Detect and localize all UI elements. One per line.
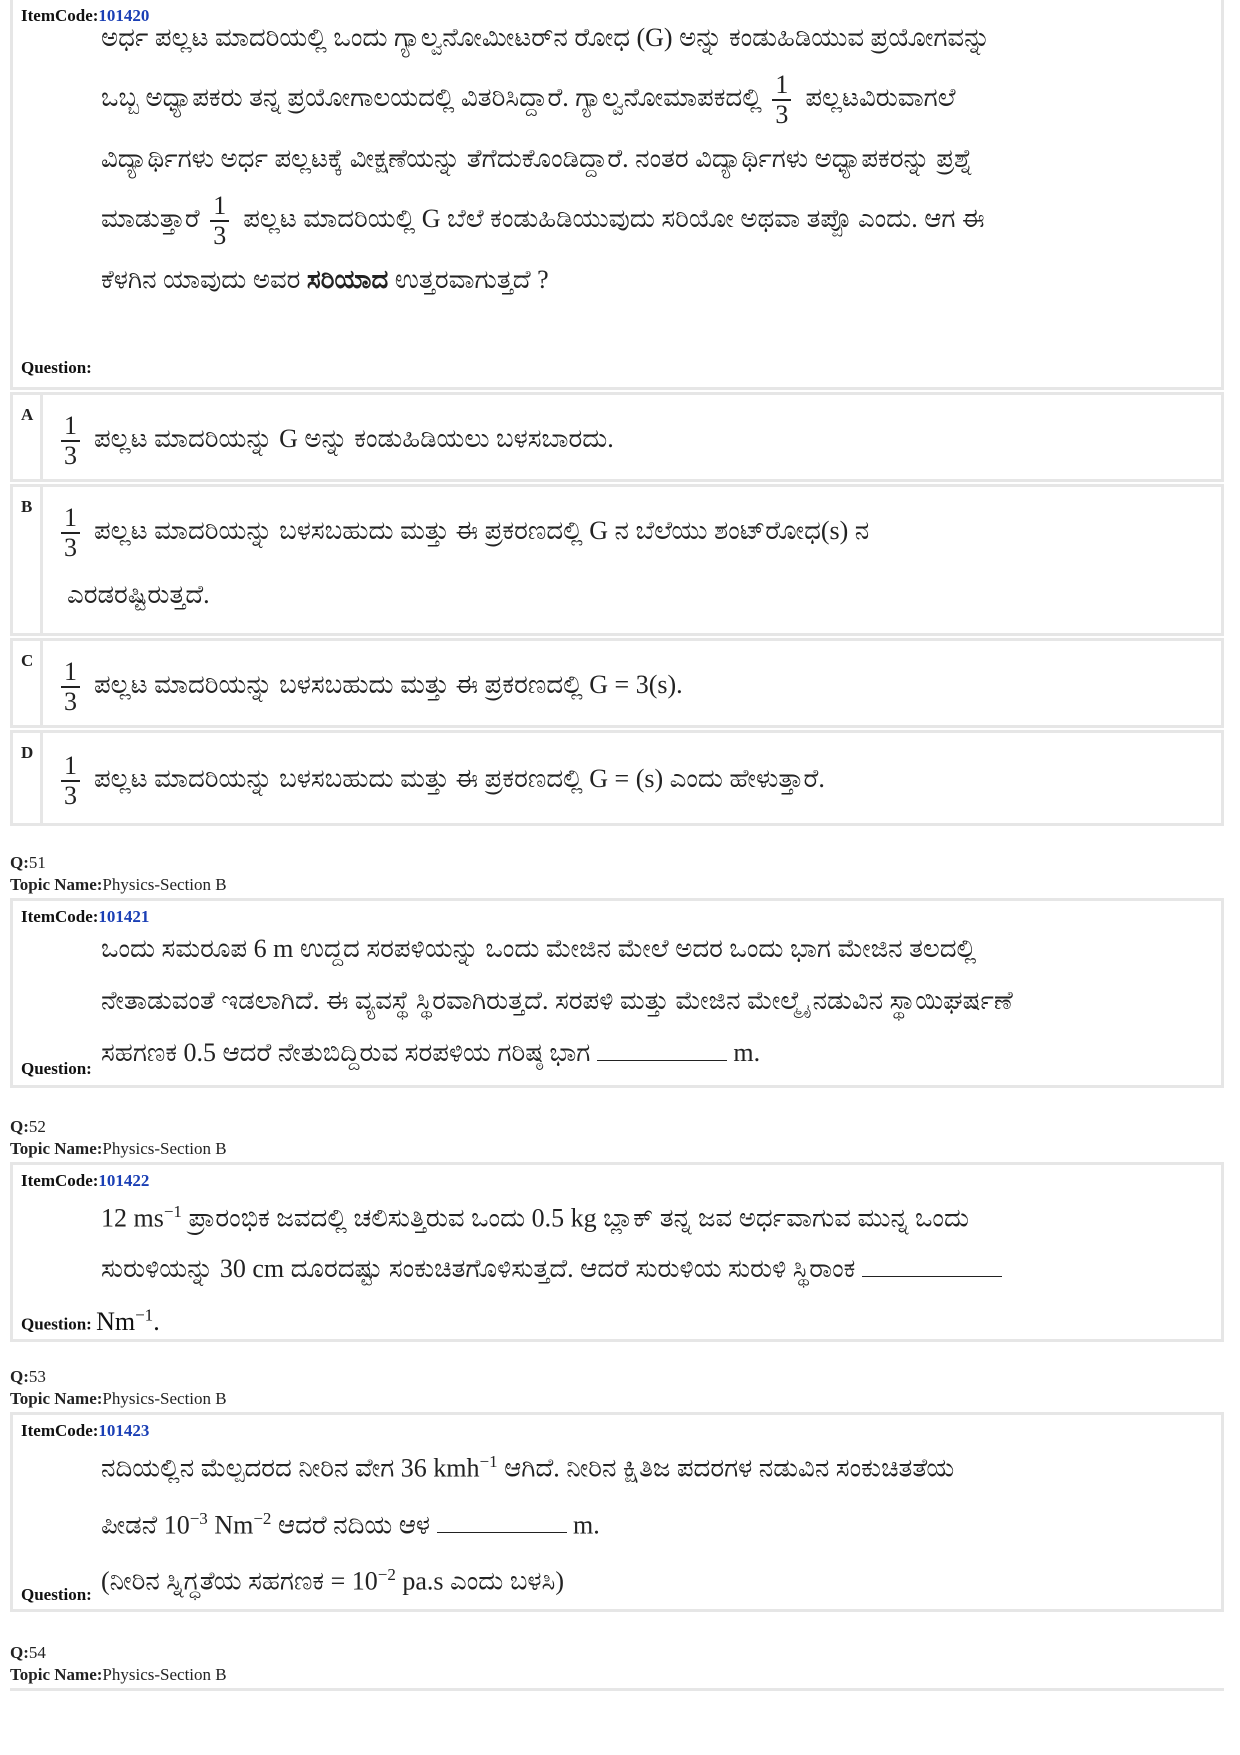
option-letter: D [13, 733, 43, 823]
topic-name: Physics-Section B [102, 1389, 227, 1408]
itemcode-number: 101422 [98, 1171, 150, 1190]
itemcode: ItemCode:101420 [21, 6, 150, 25]
question-label: Question: $Nm^{-1}$. [21, 1305, 160, 1336]
option-a[interactable] [10, 392, 1224, 482]
question-label: Question: [21, 1059, 92, 1078]
option-text: ಪಲ್ಲಟ ಮಾದರಿಯನ್ನು G ಅನ್ನು ಕಂಡುಹಿಡಿಯಲು ಬಳಸಬಾರದು. [94, 424, 614, 453]
question-box-101420 [10, 0, 1224, 390]
option-text-continued: ಎರಡರಷ್ಟಿರುತ್ತದೆ. [67, 580, 210, 609]
option-text: ಪಲ್ಲಟ ಮಾದರಿಯನ್ನು ಬಳಸಬಹುದು ಮತ್ತು ಈ ಪ್ರಕರಣದಲ್ಲಿ G = (s) ಎಂದು ಹೇಳುತ್ತಾರೆ. [94, 764, 825, 793]
fraction-one-third: $\frac{1}{3}$ [210, 192, 229, 250]
fraction-one-third: $\frac{1}{3}$ [772, 71, 791, 129]
option-c[interactable] [10, 638, 1224, 728]
question-meta-51: Q:51 Topic Name:Physics-Section B [10, 853, 227, 894]
fraction-one-third: $\frac{1}{3}$ [61, 504, 80, 562]
question-meta-54: Q:54 Topic Name:Physics-Section B [10, 1643, 227, 1684]
itemcode: ItemCode:101423 [21, 1421, 150, 1440]
fraction-one-third: $\frac{1}{3}$ [61, 658, 80, 716]
option-letter: C [13, 641, 43, 725]
question-box-101421 [10, 898, 1224, 1088]
question-line: ಮಾಡುತ್ತಾರೆ $\frac{1}{3}$ ಪಲ್ಲಟ ಮಾದರಿಯಲ್ಲಿ G ಬೆಲೆ ಕಂಡುಹಿಡಿಯುವುದು ಸರಿಯೋ ಅಥವಾ ತಪ್ಪೊ ಎಂದು. ಆಗ ಈ [101, 191, 985, 251]
question-line: ಕೆಳಗಿನ ಯಾವುದು ಅವರ ಸರಿಯಾದ ಉತ್ತರವಾಗುತ್ತದೆ ? [101, 265, 549, 295]
question-number: 54 [28, 1643, 46, 1662]
itemcode: ItemCode:101421 [21, 907, 150, 926]
itemcode-number: 101423 [98, 1421, 150, 1440]
answer-blank [437, 1512, 567, 1533]
option-text: ಪಲ್ಲಟ ಮಾದರಿಯನ್ನು ಬಳಸಬಹುದು ಮತ್ತು ಈ ಪ್ರಕರಣದಲ್ಲಿ G = 3(s). [94, 670, 683, 699]
option-letter: A [13, 395, 43, 479]
question-line: ಅರ್ಧ ಪಲ್ಲಟ ಮಾದರಿಯಲ್ಲಿ ಒಂದು ಗ್ಯಾಲ್ವನೋಮೀಟರ್‌ನ ರೋಧ (G) ಅನ್ನು ಕಂಡುಹಿಡಿಯುವ ಪ್ರಯೋಗವನ್ನು [101, 23, 991, 52]
question-number: 51 [28, 853, 46, 872]
option-d[interactable] [10, 730, 1224, 826]
question-label: Question: [21, 1585, 92, 1604]
answer-blank [862, 1256, 1002, 1277]
fraction-one-third: $\frac{1}{3}$ [61, 412, 80, 470]
option-letter: B [13, 487, 43, 633]
question-text: ನದಿಯಲ್ಲಿನ ಮೆಲ್ಪದರದ ನೀರಿನ ವೇಗ 36 kmh$^{-1}$ ಆಗಿದೆ. ನೀರಿನ ಕ್ಷಿತಿಜ ಪದರಗಳ ನಡುವಿನ ಸಂಕುಚಿತತೆಯ ಪೀಡನೆ $10^{-3}$ $Nm^{-2}$ ಆದರೆ ನದಿಯ ಆಳ m. (ನೀರಿನ ಸ್ನಿಗ್ಧತೆಯ ಸಹಗಣಕ = $10^{-2}$ pa.s ಎಂದು ಬಳಸಿ) [101, 1452, 955, 1596]
question-number: 52 [28, 1117, 46, 1136]
question-line: ವಿದ್ಯಾರ್ಥಿಗಳು ಅರ್ಧ ಪಲ್ಲಟಕ್ಕೆ ವೀಕ್ಷಣೆಯನ್ನು ತೆಗೆದುಕೊಂಡಿದ್ದಾರೆ. ನಂತರ ವಿದ್ಯಾರ್ಥಿಗಳು ಅಧ್ಯಾಪಕರನ್ನು ಪ್ರಶ್ನೆ [101, 144, 973, 174]
question-box-101423 [10, 1412, 1224, 1612]
question-meta-52: Q:52 Topic Name:Physics-Section B [10, 1117, 227, 1158]
itemcode: ItemCode:101422 [21, 1171, 150, 1190]
itemcode-number: 101420 [98, 6, 150, 25]
question-text: 12 $ms^{-1}$ ಪ್ರಾರಂಭಿಕ ಜವದಲ್ಲಿ ಚಲಿಸುತ್ತಿರುವ ಒಂದು 0.5 kg ಬ್ಲಾಕ್ ತನ್ನ ಜವ ಅರ್ಧವಾಗುವ ಮುನ್ನ ಒಂದು ಸುರುಳಿಯನ್ನು 30 cm ದೂರದಷ್ಟು ಸಂಕುಚಿತಗೊಳಿಸುತ್ತದೆ. ಆದರೆ ಸುರುಳಿಯ ಸುರುಳಿ ಸ್ಥಿರಾಂಕ [101, 1187, 1211, 1294]
question-number: 53 [28, 1367, 46, 1386]
question-text: ಒಂದು ಸಮರೂಪ 6 m ಉದ್ದದ ಸರಪಳಿಯನ್ನು ಒಂದು ಮೇಜಿನ ಮೇಲೆ ಅದರ ಒಂದು ಭಾಗ ಮೇಜಿನ ತಲದಲ್ಲಿ ನೇತಾಡುವಂತೆ ಇಡಲಾಗಿದೆ. ಈ ವ್ಯವಸ್ಥೆ ಸ್ಥಿರವಾಗಿರುತ್ತದೆ. ಸರಪಳಿ ಮತ್ತು ಮೇಜಿನ ಮೇಲ್ಮೈ ನಡುವಿನ ಸ್ಥಾಯಿಘರ್ಷಣೆ ಸಹಗಣಕ 0.5 ಆದರೆ ನೇತುಬಿದ್ದಿರುವ ಸರಪಳಿಯ ಗರಿಷ್ಠ ಭಾಗ m. [101, 934, 1013, 1067]
topic-name: Physics-Section B [102, 1139, 227, 1158]
topic-name: Physics-Section B [102, 1665, 227, 1684]
option-b[interactable] [10, 484, 1224, 636]
question-label: Question: [21, 358, 92, 377]
question-line: ಒಬ್ಬ ಅಧ್ಯಾಪಕರು ತನ್ನ ಪ್ರಯೋಗಾಲಯದಲ್ಲಿ ವಿತರಿಸಿದ್ದಾರೆ. ಗ್ಯಾಲ್ವನೋಮಾಪಕದಲ್ಲಿ $\frac{1}{3}$ ಪಲ್ಲಟವಿರುವಾಗಲೆ [101, 70, 956, 130]
question-meta-53: Q:53 Topic Name:Physics-Section B [10, 1367, 227, 1408]
topic-name: Physics-Section B [102, 875, 227, 894]
question-text [101, 8, 1211, 310]
option-text: ಪಲ್ಲಟ ಮಾದರಿಯನ್ನು ಬಳಸಬಹುದು ಮತ್ತು ಈ ಪ್ರಕರಣದಲ್ಲಿ G ನ ಬೆಲೆಯು ಶಂಟ್‌ರೋಧ(s) ನ [94, 516, 870, 545]
fraction-one-third: $\frac{1}{3}$ [61, 752, 80, 810]
page-divider [10, 1688, 1224, 1691]
question-box-101422 [10, 1162, 1224, 1342]
answer-blank [597, 1040, 727, 1061]
itemcode-number: 101421 [98, 907, 150, 926]
